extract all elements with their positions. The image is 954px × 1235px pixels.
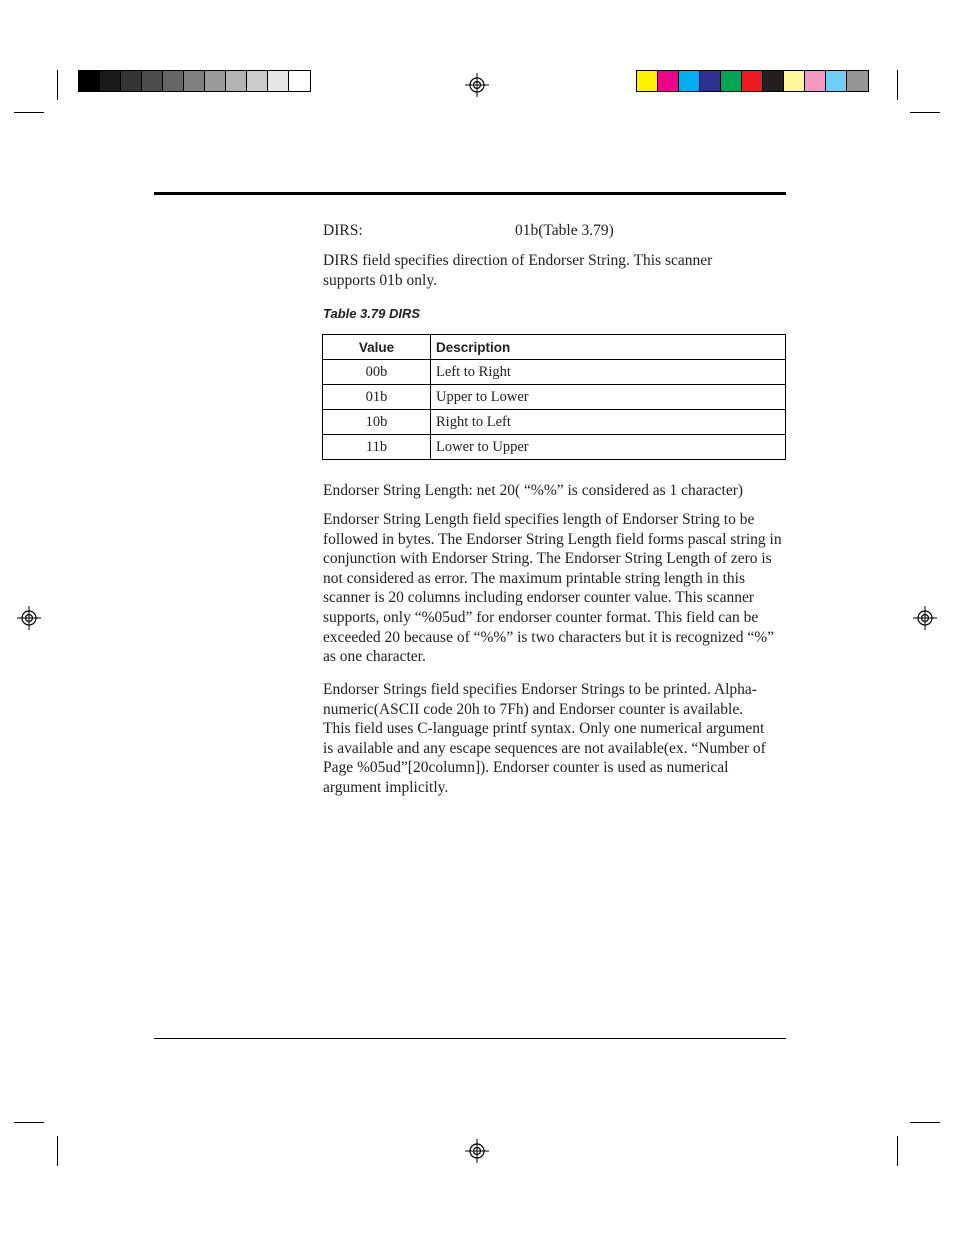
color-swatch <box>247 71 268 91</box>
row-description: Lower to Upper <box>431 435 786 460</box>
gray-color-bar <box>78 70 311 92</box>
table-row <box>323 435 786 460</box>
column-header-description: Description <box>431 335 786 360</box>
color-swatch <box>100 71 121 91</box>
color-swatch <box>637 71 658 91</box>
crop-mark-bl-h <box>14 1122 44 1123</box>
endorser-strings-description: Endorser Strings field specifies Endorser Strings to be printed. Alpha-numeric(ASCII code 20h to 7Fh) and Endorser counter is available. This field uses C-language printf syntax. Only one numerical argument is available and any escape sequences are not available(ex. “Number of Page %05ud”[20column]). Endorser counter is used as numerical argument implicitly. <box>323 681 766 796</box>
color-swatch <box>163 71 184 91</box>
header-rule <box>154 192 786 195</box>
registration-mark-right-icon <box>913 606 937 630</box>
table-header-row <box>323 335 786 360</box>
dirs-field-value: 01b(Table 3.79) <box>515 222 614 239</box>
table-caption: Table 3.79 DIRS <box>323 306 421 321</box>
color-swatch <box>142 71 163 91</box>
table-row <box>323 360 786 385</box>
table-row <box>323 410 786 435</box>
dirs-table <box>322 334 786 460</box>
color-swatch <box>658 71 679 91</box>
color-swatch <box>289 71 310 91</box>
row-value: 00b <box>323 360 431 385</box>
color-swatch <box>205 71 226 91</box>
color-swatch <box>763 71 784 91</box>
row-value: 11b <box>323 435 431 460</box>
crop-mark-tl-v <box>57 70 58 100</box>
color-swatch <box>268 71 289 91</box>
dirs-description: DIRS field specifies direction of Endorser String. This scanner supports 01b only. <box>323 252 713 289</box>
crop-mark-bl-v <box>57 1136 58 1166</box>
color-swatch <box>826 71 847 91</box>
color-swatch <box>121 71 142 91</box>
registration-mark-top-icon <box>465 73 489 97</box>
color-swatch <box>226 71 247 91</box>
crop-mark-br-v <box>897 1136 898 1166</box>
process-color-bar <box>636 70 869 92</box>
color-swatch <box>700 71 721 91</box>
registration-mark-left-icon <box>17 606 41 630</box>
color-swatch <box>805 71 826 91</box>
footer-rule <box>154 1038 786 1039</box>
crop-mark-tr-h <box>910 112 940 113</box>
crop-mark-tl-h <box>14 112 44 113</box>
color-swatch <box>784 71 805 91</box>
color-swatch <box>742 71 763 91</box>
crop-mark-br-h <box>910 1122 940 1123</box>
row-description: Right to Left <box>431 410 786 435</box>
dirs-field-label: DIRS: <box>323 222 363 239</box>
endorser-length-heading: Endorser String Length: net 20( “%%” is considered as 1 character) <box>323 482 744 499</box>
color-swatch <box>184 71 205 91</box>
row-value: 01b <box>323 385 431 410</box>
color-swatch <box>721 71 742 91</box>
table-row <box>323 385 786 410</box>
endorser-length-description: Endorser String Length field specifies length of Endorser String to be followed in bytes. The Endorser String Length field forms pascal string in conjunction with Endorser String. The Endorser String Length of zero is not considered as error. The maximum printable string length in this scanner is 20 columns including endorser counter value. This scanner supports, only “%05ud” for endorser counter format. This field can be exceeded 20 because of “%%” is two characters but it is recognized “%” as one character. <box>323 511 782 666</box>
color-swatch <box>679 71 700 91</box>
column-header-value: Value <box>323 335 431 360</box>
color-swatch <box>79 71 100 91</box>
crop-mark-tr-v <box>897 70 898 100</box>
row-description: Upper to Lower <box>431 385 786 410</box>
row-value: 10b <box>323 410 431 435</box>
registration-mark-bottom-icon <box>465 1139 489 1163</box>
row-description: Left to Right <box>431 360 786 385</box>
color-swatch <box>847 71 868 91</box>
